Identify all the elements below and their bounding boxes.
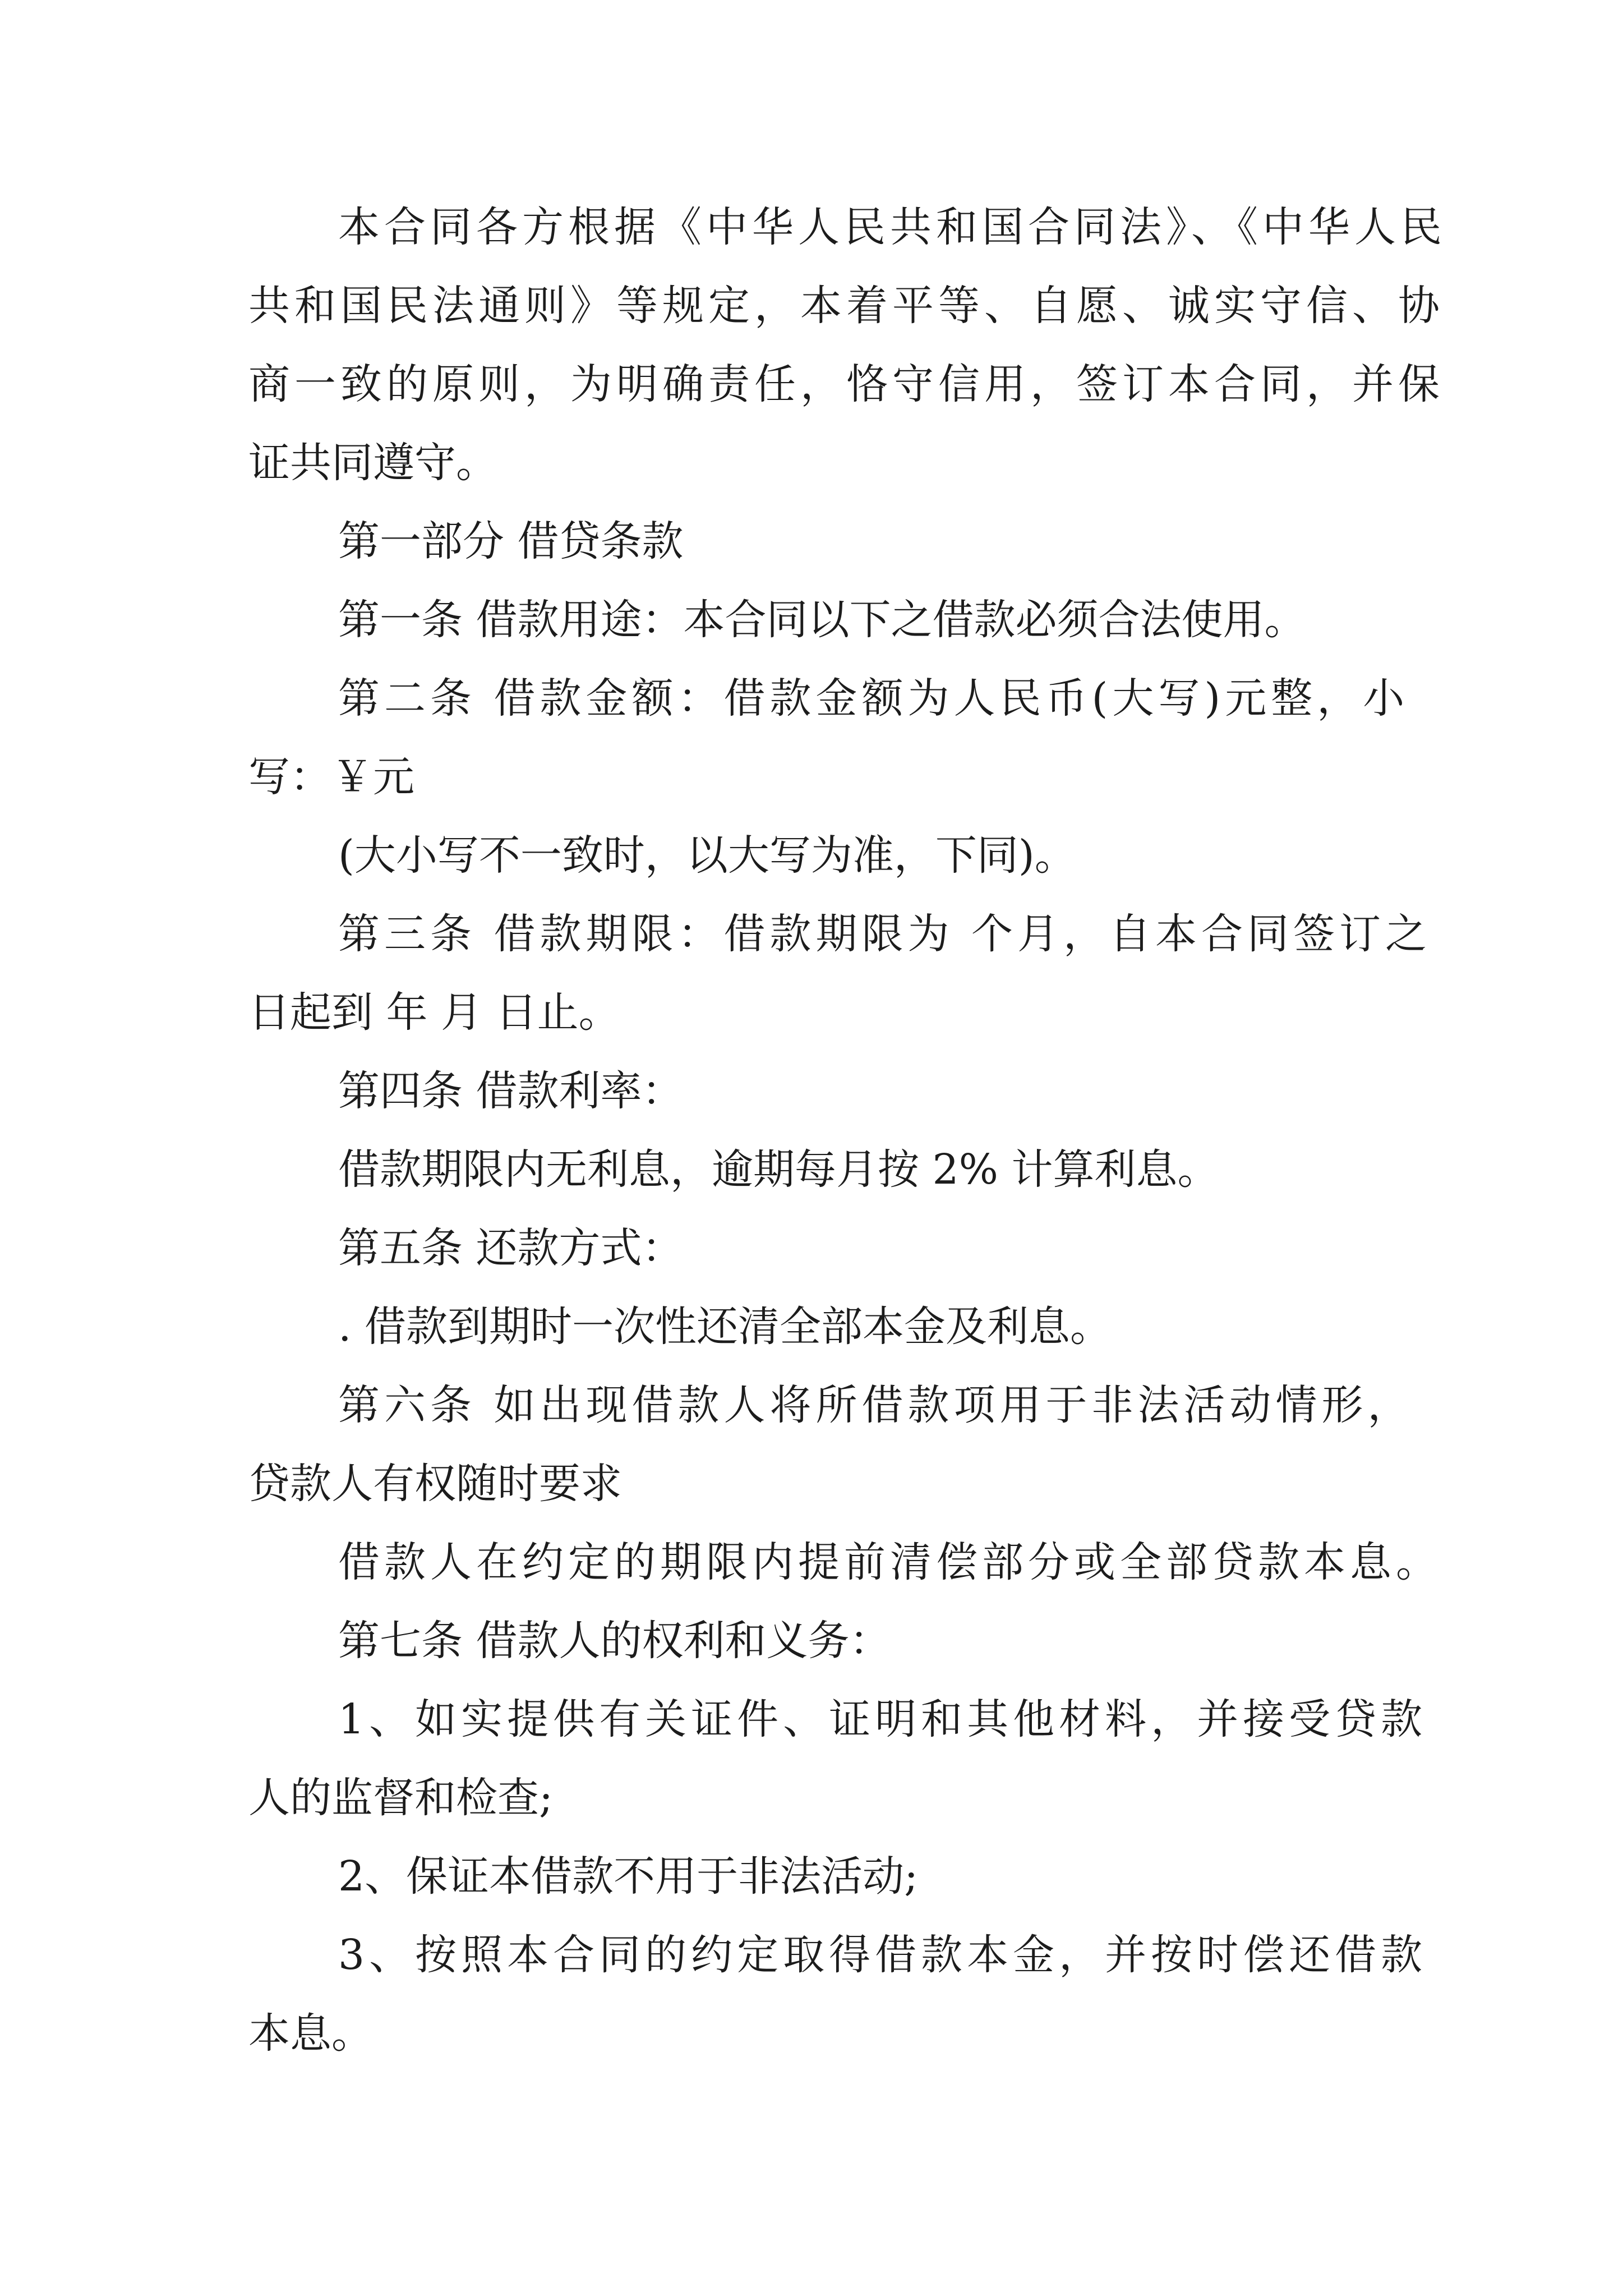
article-7-item-3-line-2: 本息。 <box>248 2009 373 2058</box>
article-2-line-2: 写：￥元 <box>248 753 414 801</box>
article-7-item-2: 2、保证本借款不用于非法活动; <box>338 1852 919 1901</box>
article-6-line-3: 借款人在约定的期限内提前清偿部分或全部贷款本息。 <box>338 1538 1442 1586</box>
article-7-item-1-line-2: 人的监督和检查; <box>248 1774 553 1822</box>
paragraph-preamble-line-1: 本合同各方根据《中华人民共和国合同法》、《中华人民 <box>338 203 1446 251</box>
article-2-line-1: 第二条 借款金额：借款金额为人民币(大写)元整，小 <box>338 674 1409 723</box>
article-7-item-1-line-1: 1、如实提供有关证件、证明和其他材料，并接受贷款 <box>338 1695 1427 1743</box>
article-6-line-2: 贷款人有权随时要求 <box>248 1460 622 1508</box>
paragraph-preamble-line-3: 商一致的原则，为明确责任，恪守信用，签订本合同，并保 <box>248 360 1444 408</box>
article-3-line-1: 第三条 借款期限：借款期限为 个月，自本合同签订之 <box>338 910 1432 958</box>
article-6-line-1: 第六条 如出现借款人将所借款项用于非法活动情形， <box>338 1381 1414 1429</box>
article-1: 第一条 借款用途：本合同以下之借款必须合法使用。 <box>338 596 1306 644</box>
paragraph-preamble-line-4: 证共同遵守。 <box>248 439 497 487</box>
article-7-item-3-line-1: 3、按照本合同的约定取得借款本金，并按时偿还借款 <box>338 1931 1427 1979</box>
article-5-detail: . 借款到期时一次性还清全部本金及利息。 <box>338 1303 1112 1351</box>
article-5: 第五条 还款方式： <box>338 1224 684 1272</box>
article-2-note: (大小写不一致时，以大写为准，下同)。 <box>338 831 1076 880</box>
article-7: 第七条 借款人的权利和义务： <box>338 1617 891 1665</box>
section-heading: 第一部分 借贷条款 <box>338 517 684 565</box>
article-3-line-2: 日起到 年 月 日止。 <box>248 988 620 1037</box>
paragraph-preamble-line-2: 共和国民法通则》等规定，本着平等、自愿、诚实守信、协 <box>248 282 1444 330</box>
article-4-detail: 借款期限内无利息，逾期每月按 2% 计算利息。 <box>338 1145 1219 1194</box>
article-4: 第四条 借款利率： <box>338 1067 684 1115</box>
